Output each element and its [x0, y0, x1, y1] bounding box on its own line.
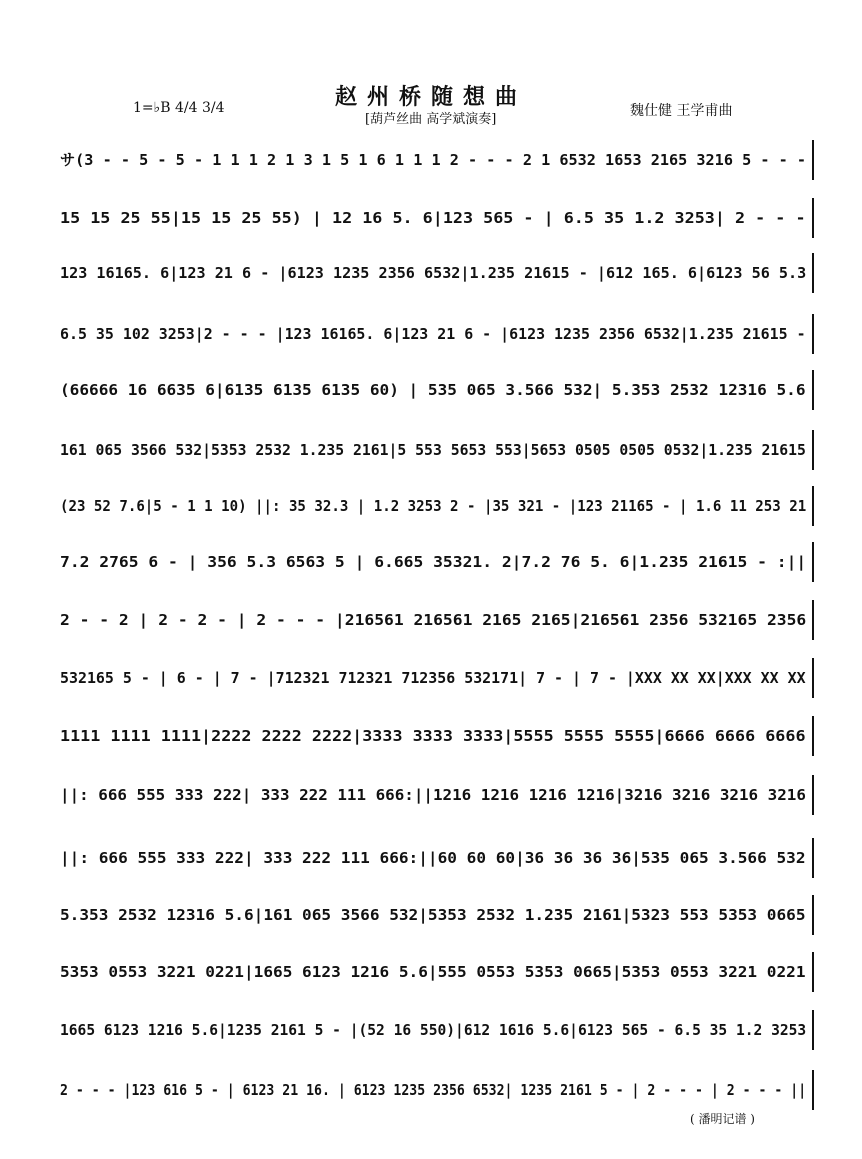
notation-line — [60, 1070, 814, 1110]
notation-text: 6.5 35 102 3253|2 - - - |123 16165. 6|123 21 6 - |6123 1235 2356 6532|1.235 21615 - — [60, 325, 806, 343]
transcriber-credit: ( 潘明记谱 ) — [690, 1112, 755, 1126]
notation-text: サ(3 - - 5 - 5 - 1 1 1 2 1 3 1 5 1 6 1 1 1 2 - - - 2 1 6532 1653 2165 3216 5 - - - — [60, 151, 807, 169]
notation-line — [60, 1010, 814, 1050]
notation-line — [60, 838, 814, 878]
notation-text: 15 15 25 55|15 15 25 55) | 12 16 5. 6|123 565 - | 6.5 35 1.2 3253| 2 - - - — [60, 209, 806, 227]
score-title: 赵州桥随想曲 — [334, 84, 527, 110]
notation-text: 7.2 2765 6 - | 356 5.3 6563 5 | 6.665 35321. 2|7.2 76 5. 6|1.235 21615 - :|| — [60, 553, 807, 571]
notation-text: 1665 6123 1216 5.6|1235 2161 5 - |(52 16 550)|612 1616 5.6|6123 565 - 6.5 35 1.2 3253 — [60, 1021, 807, 1039]
notation-line — [60, 716, 814, 756]
notation-line — [60, 253, 814, 293]
composer: 魏仕健 王学甫曲 — [630, 103, 733, 119]
notation-line — [60, 314, 814, 354]
notation-text: 5353 0553 3221 0221|1665 6123 1216 5.6|555 0553 5353 0665|5353 0553 3221 0221 — [60, 963, 806, 981]
notation-line — [60, 952, 814, 992]
score-subtitle: [葫芦丝曲 高学斌演奏] — [365, 112, 497, 127]
notation-text: ||: 666 555 333 222| 333 222 111 666:||1216 1216 1216 1216|3216 3216 3216 3216 — [60, 786, 806, 804]
notation-text: (66666 16 6635 6|6135 6135 6135 60) | 535 065 3.566 532| 5.353 2532 12316 5.6 — [60, 381, 806, 399]
notation-line — [60, 370, 814, 410]
notation-line — [60, 486, 814, 526]
notation-line — [60, 600, 814, 640]
notation-line — [60, 775, 814, 815]
notation-line — [60, 430, 814, 470]
notation-text: 532165 5 - | 6 - | 7 - |712321 712321 712356 532171| 7 - | 7 - |XXX XX XX|XXX XX XX — [60, 669, 806, 687]
notation-line — [60, 658, 814, 698]
notation-text: 161 065 3566 532|5353 2532 1.235 2161|5 553 5653 553|5653 0505 0505 0532|1.235 21615 — [60, 441, 806, 459]
notation-text: 123 16165. 6|123 21 6 - |6123 1235 2356 6532|1.235 21615 - |612 165. 6|6123 56 5.3 — [60, 264, 807, 282]
key-signature: 1=♭B 4/4 3/4 — [133, 100, 225, 116]
notation-text: 5.353 2532 12316 5.6|161 065 3566 532|5353 2532 1.235 2161|5323 553 5353 0665 — [60, 906, 806, 924]
notation-text: ||: 666 555 333 222| 333 222 111 666:||60 60 60|36 36 36 36|535 065 3.566 532 — [60, 849, 806, 867]
notation-line — [60, 542, 814, 582]
notation-text: 1111 1111 1111|2222 2222 2222|3333 3333 3333|5555 5555 5555|6666 6666 6666 — [60, 727, 806, 745]
notation-text: 2 - - - |123 616 5 - | 6123 21 16. | 6123 1235 2356 6532| 1235 2161 5 - | 2 - - - | 2 - - - || — [60, 1081, 807, 1099]
notation-text: 2 - - 2 | 2 - 2 - | 2 - - - |216561 216561 2165 2165|216561 2356 532165 2356 — [60, 611, 807, 629]
notation-line — [60, 895, 814, 935]
notation-text: (23 52 7.6|5 - 1 1 10) ||: 35 32.3 | 1.2 3253 2 - |35 321 - |123 21165 - | 1.6 11 253 21 — [60, 497, 807, 515]
notation-line — [60, 198, 814, 238]
notation-line — [60, 140, 814, 180]
